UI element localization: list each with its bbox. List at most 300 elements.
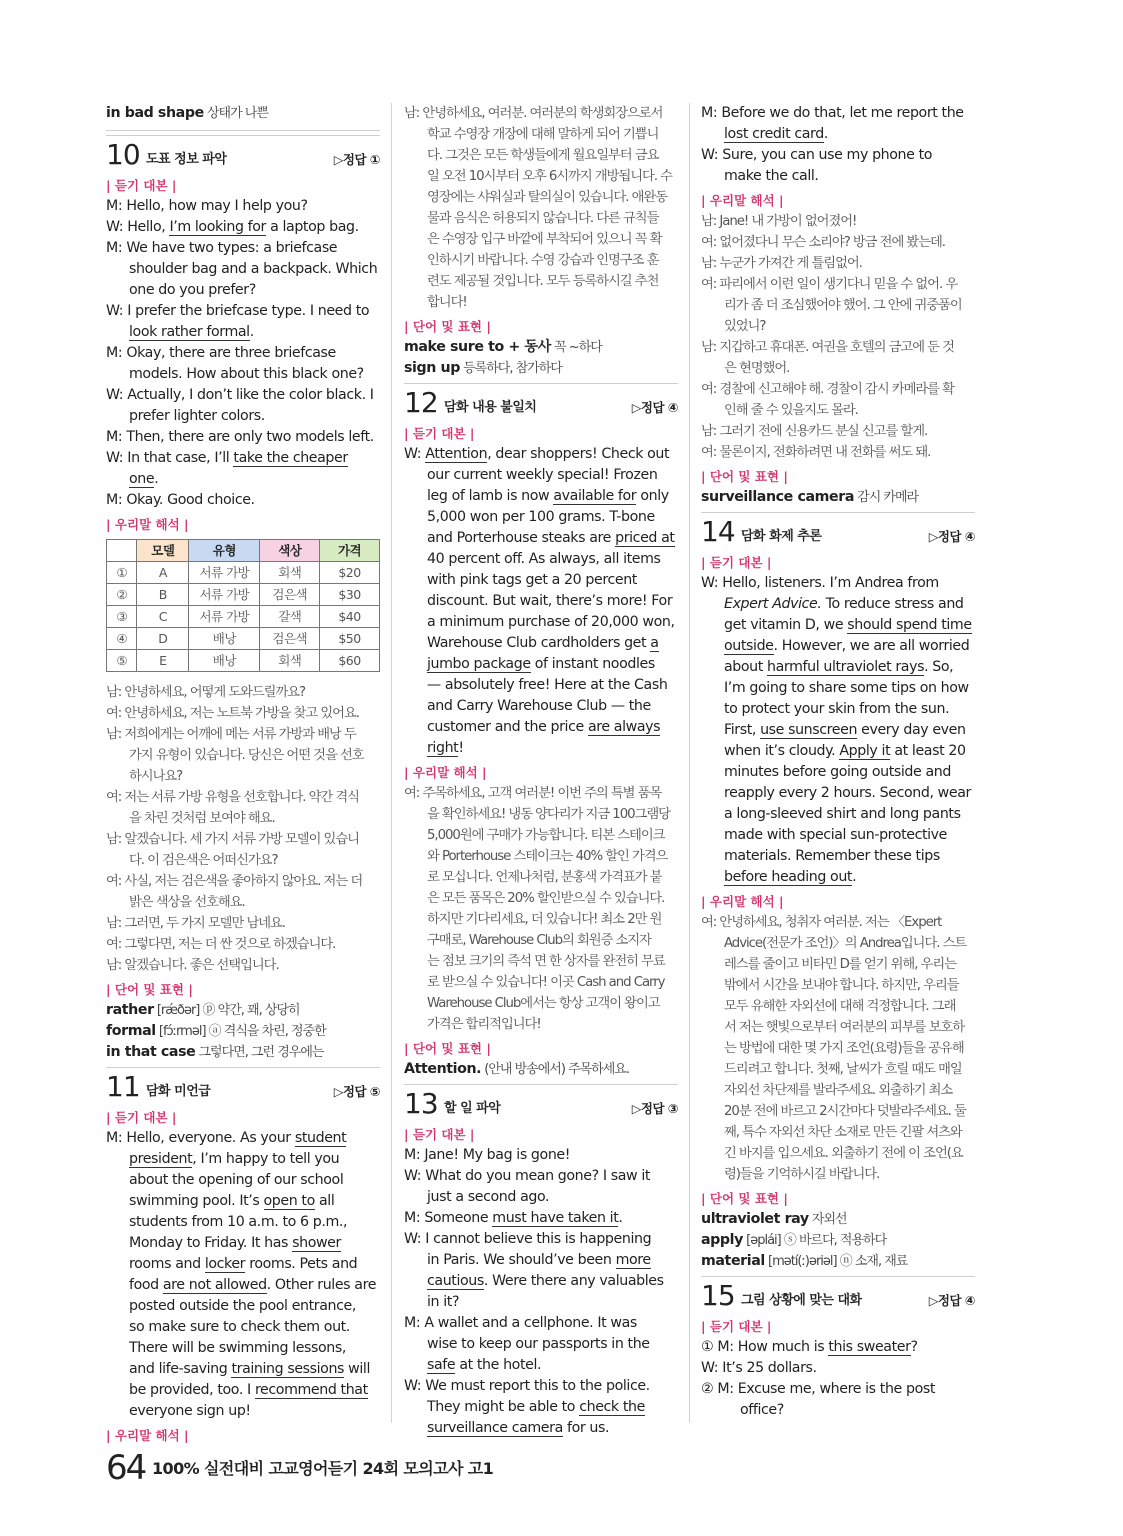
table-cell: ⑤ — [107, 650, 137, 672]
vocab-term: in that case — [106, 1044, 196, 1060]
table-cell: $20 — [320, 562, 380, 584]
translation-line — [404, 930, 678, 951]
translation-line — [404, 951, 678, 972]
script-line — [106, 1191, 380, 1212]
question-header — [404, 1084, 678, 1121]
script-line — [106, 238, 380, 259]
table-cell: A — [137, 562, 189, 584]
vocab-entry — [701, 487, 975, 508]
text-run: 여: 안녕하세요, 저는 노트북 가방을 찾고 있어요. — [106, 706, 359, 721]
text-run: — absolutely free! Here at the Cash — [427, 677, 668, 693]
text-run: 합니다! — [427, 295, 467, 310]
text-run: everyone sign up! — [129, 1403, 251, 1419]
text-run: ! — [458, 740, 464, 756]
translation-line — [106, 955, 380, 976]
translation-line — [404, 145, 678, 166]
text-run: M: Before we do that, let me report the — [701, 105, 964, 121]
script-line — [404, 1145, 678, 1166]
column-divider-2 — [689, 103, 690, 1423]
text-run: 로 받으실 수 있습니다! 이곳 Cash and Carry — [427, 975, 665, 990]
script-line — [106, 301, 380, 322]
translation-line — [404, 888, 678, 909]
table-header-cell: 가격 — [320, 540, 380, 562]
text-run: 밝은 색상을 선호해요. — [129, 895, 245, 910]
vocab-term: apply — [701, 1232, 743, 1248]
script-line — [404, 1292, 678, 1313]
script-line — [106, 1149, 380, 1170]
script-line — [404, 675, 678, 696]
script-line — [106, 364, 380, 385]
translation-line — [404, 1014, 678, 1035]
text-run: 자외선 차단제를 발라주세요. 외출하기 최소 — [724, 1083, 953, 1098]
text-run: Warehouse Club cardholders get — [427, 635, 651, 651]
column-divider-1 — [391, 103, 392, 1423]
text-run: 남: 안녕하세요, 여러분. 여러분의 학생회장으로서 — [404, 106, 663, 121]
vocab-meaning: [əplái] ⓢ 바르다, 적용하다 — [743, 1233, 887, 1248]
text-run: . — [618, 1210, 623, 1226]
text-run: 을 차린 것처럼 보여야 해요. — [129, 811, 275, 826]
translation-line — [106, 808, 380, 829]
script-line — [106, 1401, 380, 1422]
text-run: . Were there any valuables — [483, 1273, 664, 1289]
text-run: posted outside the pool entrance, — [129, 1298, 356, 1314]
underlined-phrase: take the cheaper — [233, 450, 348, 466]
table-cell: ② — [107, 584, 137, 606]
underlined-phrase: more — [615, 1252, 651, 1268]
table-cell: 배낭 — [189, 650, 260, 672]
text-run: I’m going to share some tips on how — [724, 680, 969, 696]
underlined-phrase: student — [294, 1130, 347, 1146]
script-line — [404, 696, 678, 717]
answer-key: ▷정답 ④ — [928, 1293, 975, 1308]
translation-line — [106, 703, 380, 724]
vocab-term: surveillance camera — [701, 489, 855, 505]
text-run: about the opening of our school — [129, 1172, 344, 1188]
script-line — [701, 825, 975, 846]
text-run: 남: 그러기 전에 신용카드 분실 신고를 할게. — [701, 424, 928, 439]
table-header-cell: 유형 — [189, 540, 260, 562]
text-run: 령)들을 기억하시길 바랍니다. — [724, 1167, 880, 1182]
text-run: First, — [724, 722, 761, 738]
underlined-phrase: outside — [724, 638, 774, 654]
text-run: 서 저는 햇빛으로부터 여러분의 피부를 보호하 — [724, 1020, 964, 1035]
text-run: just a second ago. — [427, 1189, 550, 1205]
translation-line — [106, 934, 380, 955]
text-run: , I’m happy to tell you — [192, 1151, 340, 1167]
translation-line — [701, 421, 975, 442]
text-run: 여: 주목하세요, 고객 여러분! 이번 주의 특별 품목 — [404, 786, 662, 801]
section-label: | 단어 및 표현 | — [701, 1191, 788, 1206]
translation-line — [701, 912, 975, 933]
script-line — [701, 615, 975, 636]
answer-key: ▷정답 ⑤ — [333, 1084, 380, 1099]
text-run: reapply every 2 hours. Second, wear — [724, 785, 971, 801]
underlined-phrase: training sessions — [231, 1361, 345, 1377]
table-cell: $30 — [320, 584, 380, 606]
translation-line — [701, 996, 975, 1017]
section-label: | 우리말 해석 | — [106, 517, 189, 532]
text-run: 남: 저희에게는 어깨에 메는 서류 가방과 배낭 두 — [106, 727, 356, 742]
translation-line — [404, 103, 678, 124]
text-run: 영장에는 샤워실과 탈의실이 있습니다. 애완동 — [427, 190, 667, 205]
script-line — [106, 259, 380, 280]
translation-line — [701, 274, 975, 295]
italic-title: Expert Advice. — [724, 596, 822, 612]
text-run: W: — [404, 446, 426, 462]
script-line — [404, 1313, 678, 1334]
translation-line — [404, 909, 678, 930]
script-line — [701, 762, 975, 783]
text-run: 여: 없어졌다니 무슨 소리야? 방금 전에 봤는데. — [701, 235, 945, 250]
underlined-phrase: president — [129, 1151, 193, 1167]
script-line — [106, 1317, 380, 1338]
text-run: 인해 줄 수 있을지도 몰라. — [724, 403, 858, 418]
text-run: 은 수영장 입구 바깥에 부착되어 있으니 꼭 확 — [427, 232, 662, 247]
text-run: prefer lighter colors. — [129, 408, 265, 424]
script-line — [404, 1250, 678, 1271]
table-cell: 서류 가방 — [189, 584, 260, 606]
translation-line — [701, 295, 975, 316]
text-run: . However, we are all worried — [773, 638, 970, 654]
underlined-phrase: one — [129, 471, 155, 487]
table-cell: 서류 가방 — [189, 606, 260, 628]
underlined-phrase: jumbo package — [427, 656, 531, 672]
script-line — [404, 633, 678, 654]
vocab-entry — [701, 1230, 975, 1251]
translation-line — [701, 933, 975, 954]
script-line — [701, 804, 975, 825]
text-run: all — [314, 1193, 335, 1209]
script-line — [701, 846, 975, 867]
translation-line — [701, 316, 975, 337]
vocab-term: sign up — [404, 360, 460, 376]
table-cell: C — [137, 606, 189, 628]
script-line — [701, 657, 975, 678]
script-line — [701, 1379, 975, 1400]
text-run: 20분 전에 바르고 2시간마다 덧발라주세요. 둘 — [724, 1104, 966, 1119]
translation-line — [701, 400, 975, 421]
script-line — [106, 196, 380, 217]
translation-line — [404, 187, 678, 208]
text-run: 학교 수영장 개장에 대해 말하게 되어 기쁩니 — [427, 127, 659, 142]
table-row — [107, 606, 380, 628]
text-run: in it? — [427, 1294, 460, 1310]
table-cell: B — [137, 584, 189, 606]
question-header — [106, 1067, 380, 1104]
script-line — [404, 486, 678, 507]
text-run: a long-sleeved shirt and long pants — [724, 806, 961, 822]
vocab-term: material — [701, 1253, 765, 1269]
translation-line — [404, 846, 678, 867]
script-line — [404, 465, 678, 486]
script-line — [106, 322, 380, 343]
translation-line — [701, 1059, 975, 1080]
text-run: W: Sure, you can use my phone to — [701, 147, 933, 163]
text-run: 인하시기 바랍니다. 수영 강습과 인명구조 훈 — [427, 253, 659, 268]
text-run: materials. Remember these tips — [724, 848, 940, 864]
translation-line — [404, 166, 678, 187]
text-run: M: A wallet and a cellphone. It was — [404, 1315, 637, 1331]
column-1 — [106, 103, 380, 1446]
translation-line — [404, 292, 678, 313]
question-number: 14 — [701, 515, 735, 548]
book-title: 100% 실전대비 고교영어듣기 24회 모의고사 고1 — [152, 1459, 494, 1478]
text-run: 레스를 줄이고 비타민 D를 얻기 위해, 우리는 — [724, 957, 956, 972]
text-run: W: In that case, I’ll — [106, 450, 234, 466]
text-run: 여: 사실, 저는 검은색을 좋아하지 않아요. 저는 더 — [106, 874, 363, 889]
translation-line — [404, 972, 678, 993]
script-line — [701, 1400, 975, 1421]
text-run: 드리려고 합니다. 첫째, 날씨가 흐릴 때도 매일 — [724, 1062, 962, 1077]
table-cell: 갈색 — [260, 606, 320, 628]
text-run: 와 Porterhouse 스테이크는 40% 할인 가격으 — [427, 849, 668, 864]
vocab-entry — [404, 337, 678, 358]
underlined-phrase: harmful ultraviolet rays — [767, 659, 925, 675]
script-line — [106, 1359, 380, 1380]
question-number: 10 — [106, 138, 140, 171]
text-run: our current weekly special! Frozen — [427, 467, 658, 483]
script-line — [404, 1229, 678, 1250]
text-run: in Paris. We should’ve been — [427, 1252, 616, 1268]
table-cell: ① — [107, 562, 137, 584]
text-run: , dear shoppers! Check out — [487, 446, 670, 462]
script-line — [404, 1334, 678, 1355]
text-run: leg of lamb is now — [427, 488, 554, 504]
text-run: 남: 알겠습니다. 세 가지 서류 가방 모델이 있습니 — [106, 832, 359, 847]
text-run: about — [724, 659, 768, 675]
underlined-phrase: shower — [292, 1235, 341, 1251]
question-type: 담화 화제 추론 — [741, 529, 822, 544]
text-run: 5,000원에 구매가 가능합니다. 티본 스테이크 — [427, 828, 665, 843]
table-cell: 서류 가방 — [189, 562, 260, 584]
script-line — [106, 1128, 380, 1149]
translation-line — [701, 1143, 975, 1164]
translation-line — [106, 745, 380, 766]
page-number: 64 — [106, 1448, 146, 1488]
table-cell: ③ — [107, 606, 137, 628]
script-line — [701, 145, 975, 166]
script-line — [701, 636, 975, 657]
question-type: 도표 정보 파악 — [146, 152, 227, 167]
question-header — [701, 1276, 975, 1313]
translation-line — [404, 124, 678, 145]
text-run: 은 모든 품목은 20% 할인받으실 수 있습니다. — [427, 891, 665, 906]
text-run: ② M: Excuse me, where is the post — [701, 1381, 936, 1397]
translation-line — [701, 253, 975, 274]
table-header-cell — [107, 540, 137, 562]
text-run: 밖에서 시간을 보내야 합니다. 하지만, 우리들 — [724, 978, 959, 993]
vocab-term: make sure to + 동사 — [404, 339, 551, 355]
text-run: rooms. Pets and — [245, 1256, 358, 1272]
text-run: one do you prefer? — [129, 282, 256, 298]
text-run: M: We have two types: a briefcase — [106, 240, 338, 256]
text-run: 남: 알겠습니다. 좋은 선택입니다. — [106, 958, 279, 973]
text-run: M: Okay, there are three briefcase — [106, 345, 336, 361]
script-line — [106, 385, 380, 406]
translation-line — [404, 783, 678, 804]
section-label: | 듣기 대본 | — [701, 555, 772, 570]
table-cell: ④ — [107, 628, 137, 650]
column-3 — [701, 103, 975, 1421]
text-run: 남: Jane! 내 가방이 없어졌어! — [701, 214, 857, 229]
table-header-cell: 모델 — [137, 540, 189, 562]
script-line — [404, 444, 678, 465]
text-run: 리가 좀 더 조심했어야 했어. 그 안에 귀중품이 — [724, 298, 962, 313]
text-run: M: Hello, everyone. As your — [106, 1130, 295, 1146]
vocab-meaning: [rǽðər] ⓟ 약간, 꽤, 상당히 — [153, 1003, 300, 1018]
translation-line — [106, 850, 380, 871]
script-line — [106, 1254, 380, 1275]
text-run: 는 점보 크기의 즉석 면 한 상자를 완전히 무료 — [427, 954, 665, 969]
vocab-entry — [701, 1251, 975, 1272]
text-run: at least 20 — [890, 743, 966, 759]
script-line — [404, 717, 678, 738]
text-run: of instant noodles — [530, 656, 655, 672]
script-line — [404, 1187, 678, 1208]
script-line — [404, 591, 678, 612]
text-run: 구매로, Warehouse Club의 회원증 소지자 — [427, 933, 651, 948]
translation-line — [701, 232, 975, 253]
text-run: M: Jane! My bag is gone! — [404, 1147, 571, 1163]
script-line — [106, 427, 380, 448]
script-line — [701, 867, 975, 888]
section-label: | 우리말 해석 | — [106, 1428, 189, 1443]
column-2 — [404, 103, 678, 1439]
answer-key: ▷정답 ③ — [631, 1101, 678, 1116]
underlined-phrase: a — [650, 635, 659, 651]
script-line — [404, 1355, 678, 1376]
section-label: | 우리말 해석 | — [701, 894, 784, 909]
script-line — [106, 1233, 380, 1254]
answer-key: ▷정답 ④ — [928, 529, 975, 544]
text-run: rooms and — [129, 1256, 205, 1272]
section-label: | 단어 및 표현 | — [404, 319, 491, 334]
translation-line — [701, 954, 975, 975]
translation-line — [404, 208, 678, 229]
vocab-meaning: 등록하다, 참가하다 — [459, 361, 562, 376]
script-line — [701, 699, 975, 720]
underlined-phrase: lost credit card — [724, 126, 824, 142]
script-line — [404, 528, 678, 549]
underlined-phrase: Attention — [425, 446, 488, 462]
translation-line — [701, 1017, 975, 1038]
text-run: to protect your skin from the sun. — [724, 701, 950, 717]
script-line — [106, 1338, 380, 1359]
translation-line — [701, 1080, 975, 1101]
text-run: To reduce stress and — [821, 596, 964, 612]
translation-line — [701, 1101, 975, 1122]
text-run: . — [852, 869, 857, 885]
answer-key: ▷정답 ④ — [631, 400, 678, 415]
script-line — [106, 1296, 380, 1317]
question-number: 15 — [701, 1279, 735, 1312]
text-run: M: Okay. Good choice. — [106, 492, 255, 508]
section-label: | 단어 및 표현 | — [106, 982, 193, 997]
question-type: 할 일 파악 — [444, 1101, 501, 1116]
question-number: 12 — [404, 386, 438, 419]
vocab-term: rather — [106, 1002, 154, 1018]
text-run: W: Actually, I don’t like the color black. I — [106, 387, 374, 403]
vocab-meaning: [fɔ́ːrməl] ⓐ 격식을 차린, 정중한 — [155, 1024, 326, 1039]
script-line — [701, 1358, 975, 1379]
text-run: M: Hello, how may I help you? — [106, 198, 308, 214]
table-cell: $60 — [320, 650, 380, 672]
table-cell: D — [137, 628, 189, 650]
text-run: 하시나요? — [129, 769, 183, 784]
script-line — [404, 738, 678, 759]
text-run: shoulder bag and a backpack. Which — [129, 261, 378, 277]
script-line — [106, 343, 380, 364]
script-line — [701, 573, 975, 594]
vocab-meaning: 꼭 ~하다 — [550, 340, 602, 355]
vocab-entry — [701, 1209, 975, 1230]
text-run: and Carry Warehouse Club — the — [427, 698, 651, 714]
table-cell: E — [137, 650, 189, 672]
text-run: W: I prefer the briefcase type. I need to — [106, 303, 370, 319]
table-cell: 검은색 — [260, 628, 320, 650]
section-label: | 듣기 대본 | — [404, 1127, 475, 1142]
script-line — [106, 217, 380, 238]
script-line — [106, 280, 380, 301]
underlined-phrase: use sunscreen — [760, 722, 858, 738]
vocab-meaning: 상태가 나쁜 — [203, 106, 268, 121]
script-line — [106, 1212, 380, 1233]
text-run: 로 모십니다. 언제나처럼, 분홍색 가격표가 붙 — [427, 870, 662, 885]
underlined-phrase: cautious — [427, 1273, 484, 1289]
text-run: minutes before going outside and — [724, 764, 951, 780]
text-run: M: Then, there are only two models left. — [106, 429, 374, 445]
translation-line — [404, 229, 678, 250]
translation-line — [701, 379, 975, 400]
section-label: | 듣기 대본 | — [106, 1110, 177, 1125]
underlined-phrase: must have taken it — [492, 1210, 619, 1226]
table-row — [107, 584, 380, 606]
script-line — [701, 594, 975, 615]
section-label: | 우리말 해석 | — [404, 765, 487, 780]
text-run: discount. But wait, there’s more! For — [427, 593, 673, 609]
vocab-meaning: (안내 방송에서) 주목하세요. — [481, 1062, 629, 1077]
text-run: ① M: How much is — [701, 1339, 829, 1355]
table-cell: 회색 — [260, 650, 320, 672]
underlined-phrase: available for — [553, 488, 637, 504]
translation-line — [404, 825, 678, 846]
underlined-phrase: are always — [587, 719, 661, 735]
translation-line — [701, 1122, 975, 1143]
text-run: W: What do you mean gone? I saw it — [404, 1168, 651, 1184]
vocab-entry — [106, 1000, 380, 1021]
vocab-meaning: 감시 카메라 — [854, 490, 919, 505]
underlined-phrase: recommend that — [254, 1382, 368, 1398]
script-line — [404, 1271, 678, 1292]
text-run: 여: 안녕하세요, 청취자 여러분. 저는 〈Expert — [701, 915, 942, 930]
table-cell: 검은색 — [260, 584, 320, 606]
text-run: . — [249, 324, 254, 340]
script-line — [404, 1418, 678, 1439]
answer-table — [106, 539, 380, 672]
text-run: so make sure to check them out. — [129, 1319, 350, 1335]
text-run: make the call. — [724, 168, 819, 184]
translation-line — [701, 442, 975, 463]
answer-key: ▷정답 ① — [333, 152, 380, 167]
text-run: 있었니? — [724, 319, 766, 334]
script-line — [106, 1380, 380, 1401]
translation-line — [701, 358, 975, 379]
underlined-phrase: surveillance camera — [427, 1420, 563, 1436]
translation-line — [106, 766, 380, 787]
text-run: wise to keep our passports in the — [427, 1336, 650, 1352]
script-line — [701, 1337, 975, 1358]
text-run: 남: 그러면, 두 가지 모델만 남네요. — [106, 916, 285, 931]
